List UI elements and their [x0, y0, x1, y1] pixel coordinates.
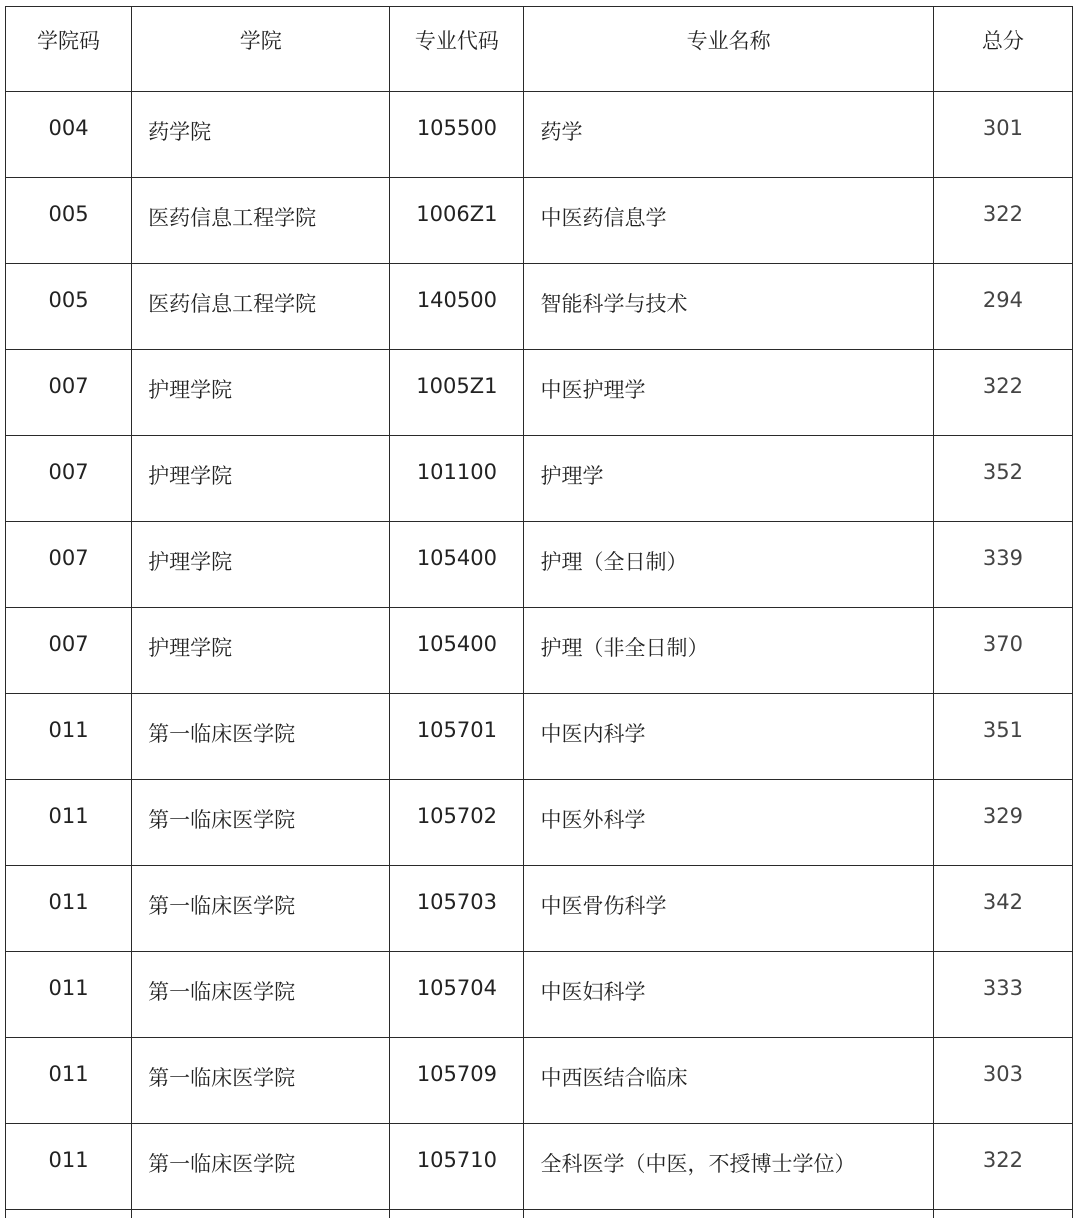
table-row	[6, 264, 1073, 350]
cell-college: 第一临床医学院	[132, 866, 390, 952]
table-row	[6, 952, 1073, 1038]
cell-college: 护理学院	[132, 350, 390, 436]
cell-major-name: 护理（非全日制）	[524, 608, 933, 694]
table-row	[6, 350, 1073, 436]
cell-college-code: 011	[6, 952, 132, 1038]
cell-major-name: 全科医学（中医，不授博士学位）	[524, 1124, 933, 1210]
cell-major-code: 105400	[390, 608, 524, 694]
cell-major-name: 药学	[524, 92, 933, 178]
cell-major-code: 105709	[390, 1038, 524, 1124]
cell-total-score: 303	[933, 1038, 1072, 1124]
table-row	[6, 92, 1073, 178]
cell-college: 第一临床医学院	[132, 1124, 390, 1210]
cell-total-score: 301	[933, 92, 1072, 178]
cell-total-score: 333	[933, 952, 1072, 1038]
cell-college: 第一临床医学院	[132, 1038, 390, 1124]
header-major-code: 专业代码	[390, 7, 524, 92]
cell-college-code: 005	[6, 264, 132, 350]
header-total-score: 总分	[933, 7, 1072, 92]
cell-empty	[390, 1210, 524, 1218]
cell-major-name: 中医外科学	[524, 780, 933, 866]
cell-total-score: 352	[933, 436, 1072, 522]
cell-major-name: 智能科学与技术	[524, 264, 933, 350]
cell-empty	[6, 1210, 132, 1218]
table-row	[6, 522, 1073, 608]
cell-major-code: 1005Z1	[390, 350, 524, 436]
cell-total-score: 322	[933, 1124, 1072, 1210]
cell-empty	[524, 1210, 933, 1218]
table-body	[6, 92, 1073, 1218]
header-major-name: 专业名称	[524, 7, 933, 92]
cell-major-code: 105704	[390, 952, 524, 1038]
cell-total-score: 370	[933, 608, 1072, 694]
header-college: 学院	[132, 7, 390, 92]
table-row	[6, 178, 1073, 264]
cell-college: 第一临床医学院	[132, 780, 390, 866]
cell-total-score: 342	[933, 866, 1072, 952]
cell-major-name: 护理（全日制）	[524, 522, 933, 608]
table-row-cut-off	[6, 1210, 1073, 1218]
cell-major-name: 中医内科学	[524, 694, 933, 780]
cell-college-code: 011	[6, 694, 132, 780]
cell-major-code: 105500	[390, 92, 524, 178]
cell-college: 医药信息工程学院	[132, 264, 390, 350]
cell-major-code: 1006Z1	[390, 178, 524, 264]
cell-major-name: 中医护理学	[524, 350, 933, 436]
cell-major-name: 中西医结合临床	[524, 1038, 933, 1124]
cell-major-name: 中医药信息学	[524, 178, 933, 264]
cell-major-code: 140500	[390, 264, 524, 350]
cell-major-code: 105710	[390, 1124, 524, 1210]
table-row	[6, 608, 1073, 694]
cell-college-code: 011	[6, 780, 132, 866]
header-college-code: 学院码	[6, 7, 132, 92]
table-row	[6, 1038, 1073, 1124]
cell-total-score: 339	[933, 522, 1072, 608]
cell-major-name: 中医妇科学	[524, 952, 933, 1038]
cell-college-code: 007	[6, 608, 132, 694]
cell-total-score: 322	[933, 178, 1072, 264]
cell-major-code: 105703	[390, 866, 524, 952]
cell-college: 护理学院	[132, 436, 390, 522]
cell-major-name: 护理学	[524, 436, 933, 522]
table-row	[6, 694, 1073, 780]
cell-college: 药学院	[132, 92, 390, 178]
cell-college-code: 005	[6, 178, 132, 264]
cell-major-name: 中医骨伤科学	[524, 866, 933, 952]
cell-college-code: 007	[6, 436, 132, 522]
cell-college-code: 011	[6, 1124, 132, 1210]
cell-empty	[933, 1210, 1072, 1218]
cell-total-score: 351	[933, 694, 1072, 780]
score-table	[5, 6, 1073, 1218]
cell-college: 第一临床医学院	[132, 952, 390, 1038]
table-row	[6, 1124, 1073, 1210]
cell-college-code: 004	[6, 92, 132, 178]
cell-empty	[132, 1210, 390, 1218]
table-row	[6, 436, 1073, 522]
cell-major-code: 105702	[390, 780, 524, 866]
cell-college: 护理学院	[132, 608, 390, 694]
cell-major-code: 105701	[390, 694, 524, 780]
cell-college: 护理学院	[132, 522, 390, 608]
table-row	[6, 866, 1073, 952]
cell-total-score: 294	[933, 264, 1072, 350]
cell-college-code: 011	[6, 1038, 132, 1124]
cell-college-code: 007	[6, 522, 132, 608]
cell-college: 医药信息工程学院	[132, 178, 390, 264]
cell-college: 第一临床医学院	[132, 694, 390, 780]
cell-major-code: 105400	[390, 522, 524, 608]
table-header-row	[6, 7, 1073, 92]
table-row	[6, 780, 1073, 866]
cell-college-code: 007	[6, 350, 132, 436]
cell-major-code: 101100	[390, 436, 524, 522]
cell-total-score: 329	[933, 780, 1072, 866]
cell-college-code: 011	[6, 866, 132, 952]
cell-total-score: 322	[933, 350, 1072, 436]
